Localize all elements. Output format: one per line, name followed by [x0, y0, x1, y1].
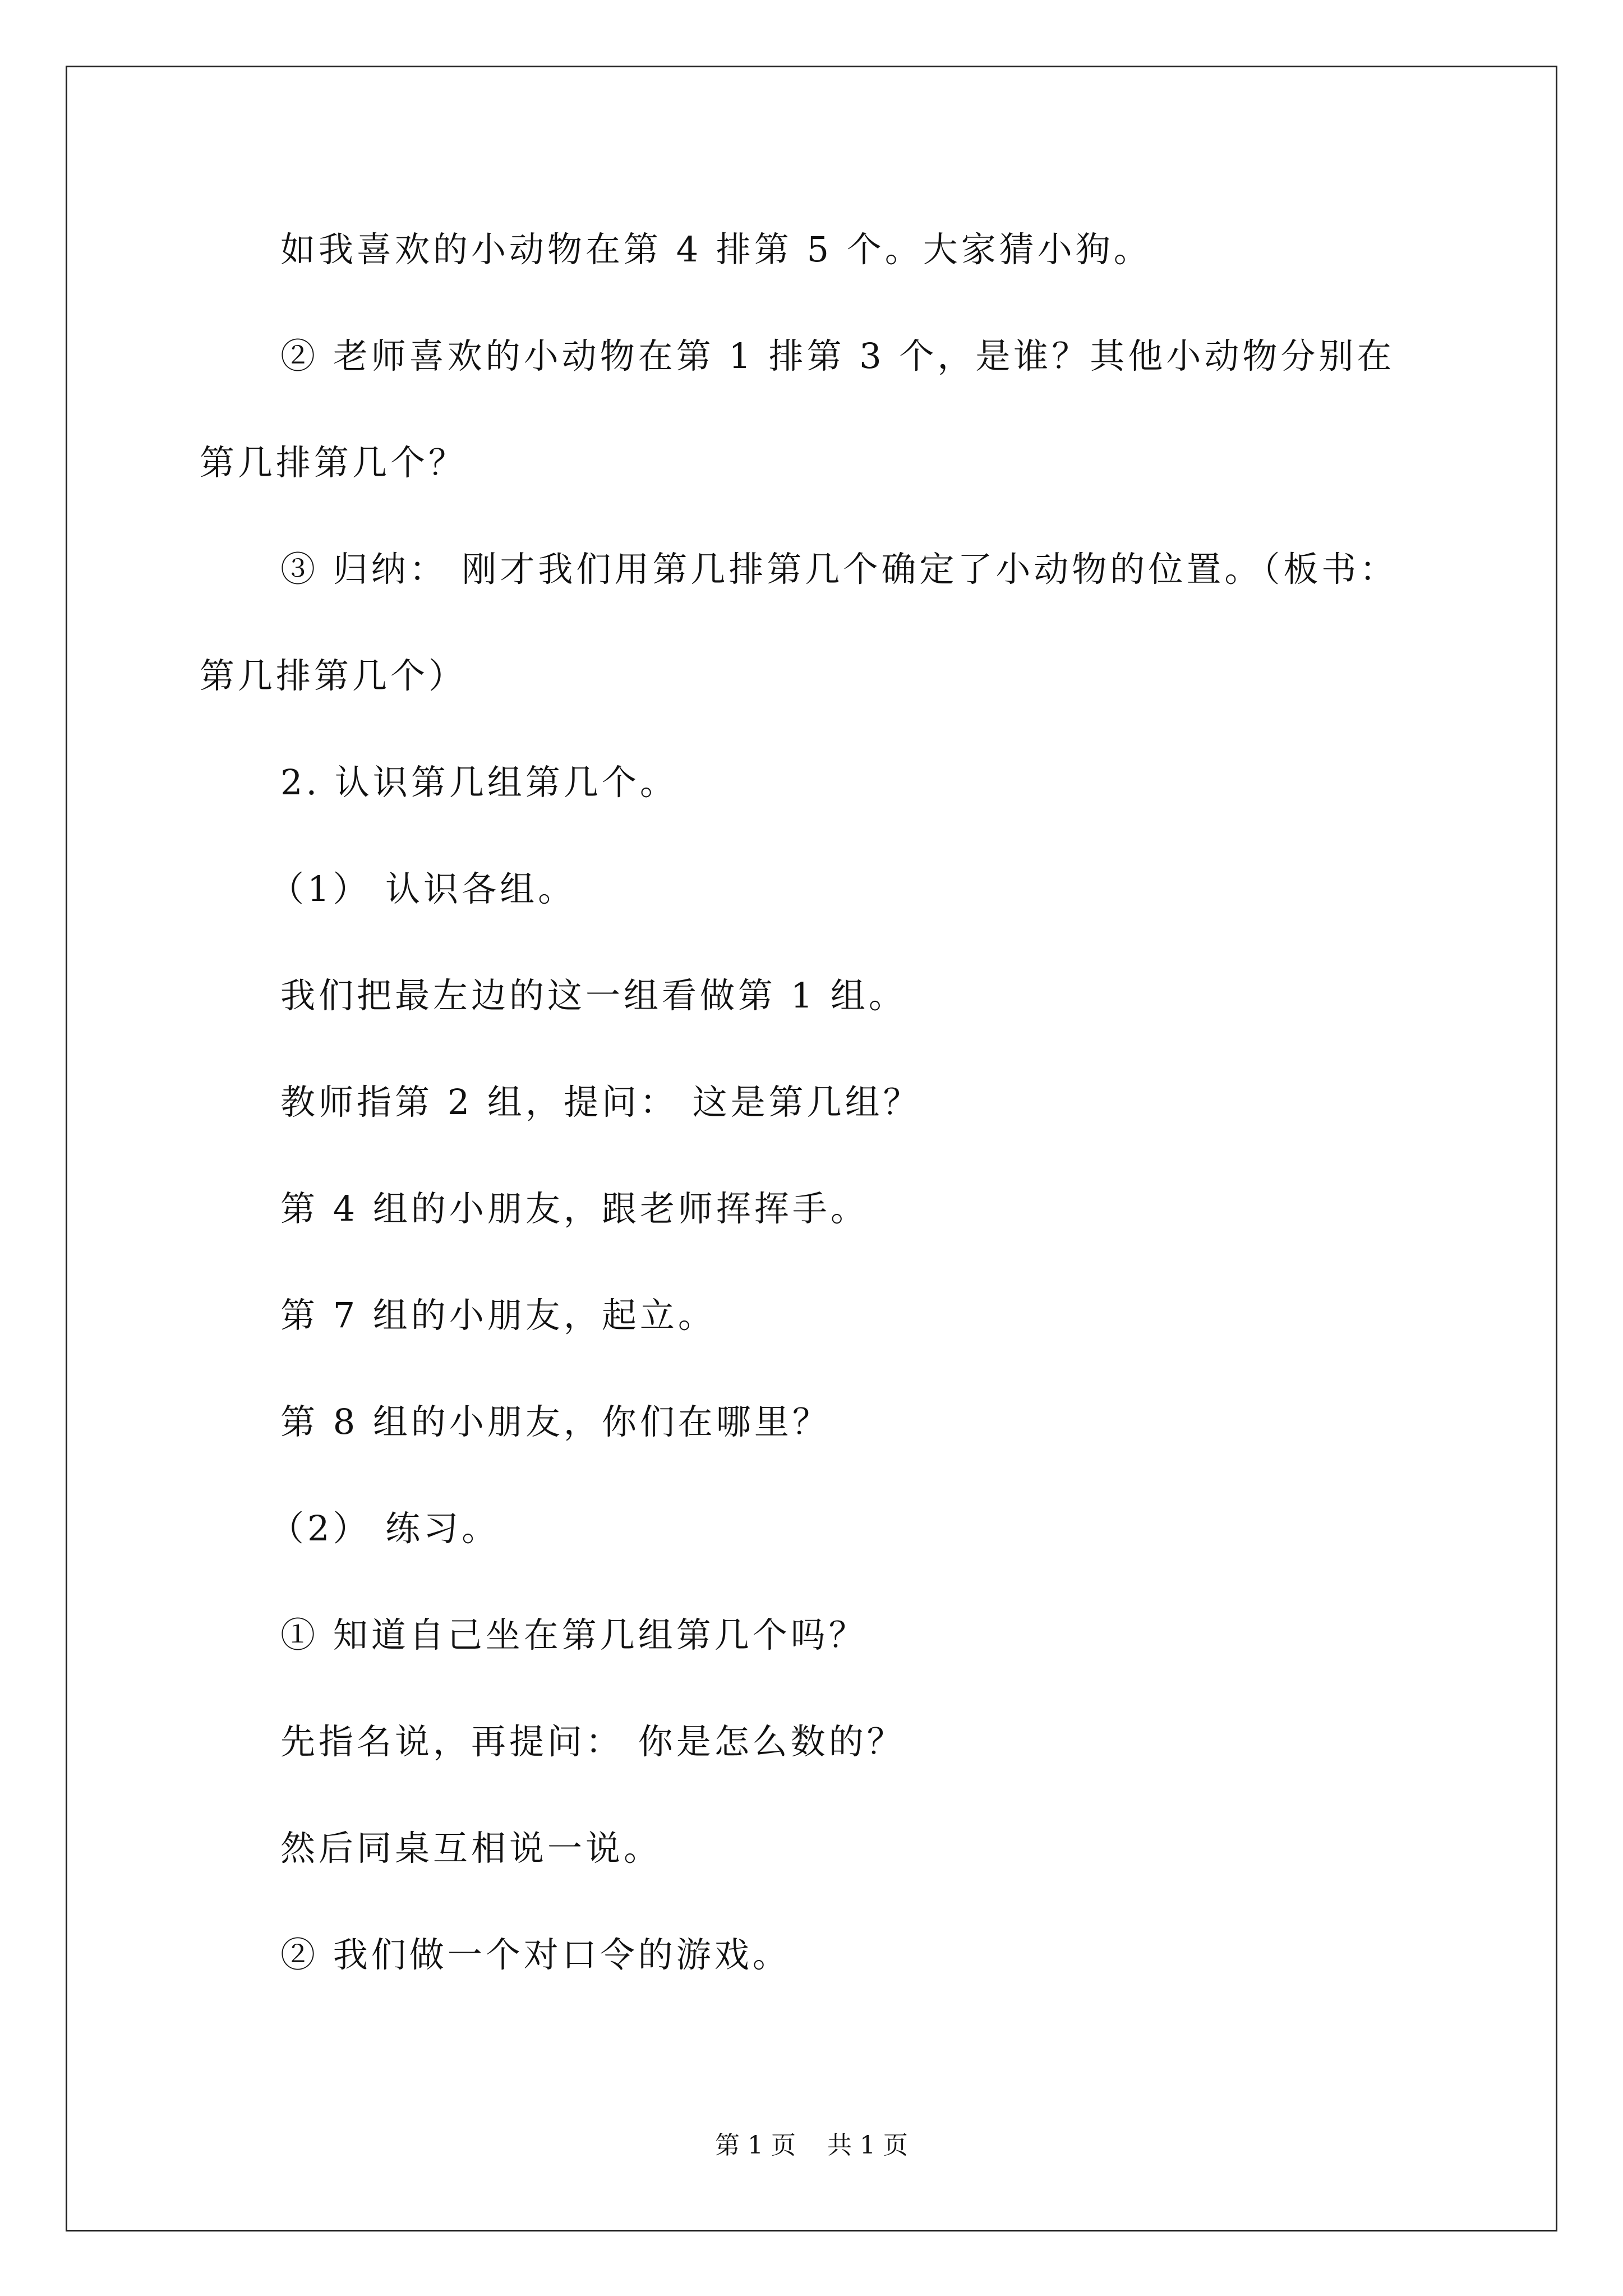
paragraph-line: 先指名说，再提问： 你是怎么数的？ — [280, 1721, 905, 1762]
paragraph-line: ③ 归纳： 刚才我们用第几排第几个确定了小动物的位置。（板书： — [280, 549, 1398, 590]
page-border — [66, 66, 1557, 2231]
paragraph-line: 第 8 组的小朋友，你们在哪里？ — [280, 1401, 831, 1442]
paragraph-line: ② 我们做一个对口令的游戏。 — [280, 1934, 791, 1975]
paragraph-line: 然后同桌互相说一说。 — [280, 1828, 662, 1869]
paragraph-line: 第几排第几个） — [200, 655, 467, 696]
paragraph-line: ② 老师喜欢的小动物在第 1 排第 3 个，是谁？其他小动物分别在 — [280, 335, 1395, 376]
paragraph-line: 教师指第 2 组，提问： 这是第几组？ — [280, 1082, 921, 1122]
paragraph-line: 如我喜欢的小动物在第 4 排第 5 个。大家猜小狗。 — [280, 229, 1152, 270]
paragraph-line: 第 7 组的小朋友，起立。 — [280, 1295, 716, 1336]
sub-heading: （1） 认识各组。 — [269, 868, 577, 909]
paragraph-line: 我们把最左边的这一组看做第 1 组。 — [280, 975, 907, 1016]
section-heading: 2. 认识第几组第几个。 — [280, 762, 678, 803]
page-footer: 第 1 页 共 1 页 — [715, 2131, 908, 2160]
sub-heading: （2） 练习。 — [269, 1508, 500, 1549]
paragraph-line: 第几排第几个？ — [200, 442, 467, 483]
paragraph-line: 第 4 组的小朋友，跟老师挥挥手。 — [280, 1188, 869, 1229]
paragraph-line: ① 知道自己坐在第几组第几个吗？ — [280, 1614, 867, 1655]
